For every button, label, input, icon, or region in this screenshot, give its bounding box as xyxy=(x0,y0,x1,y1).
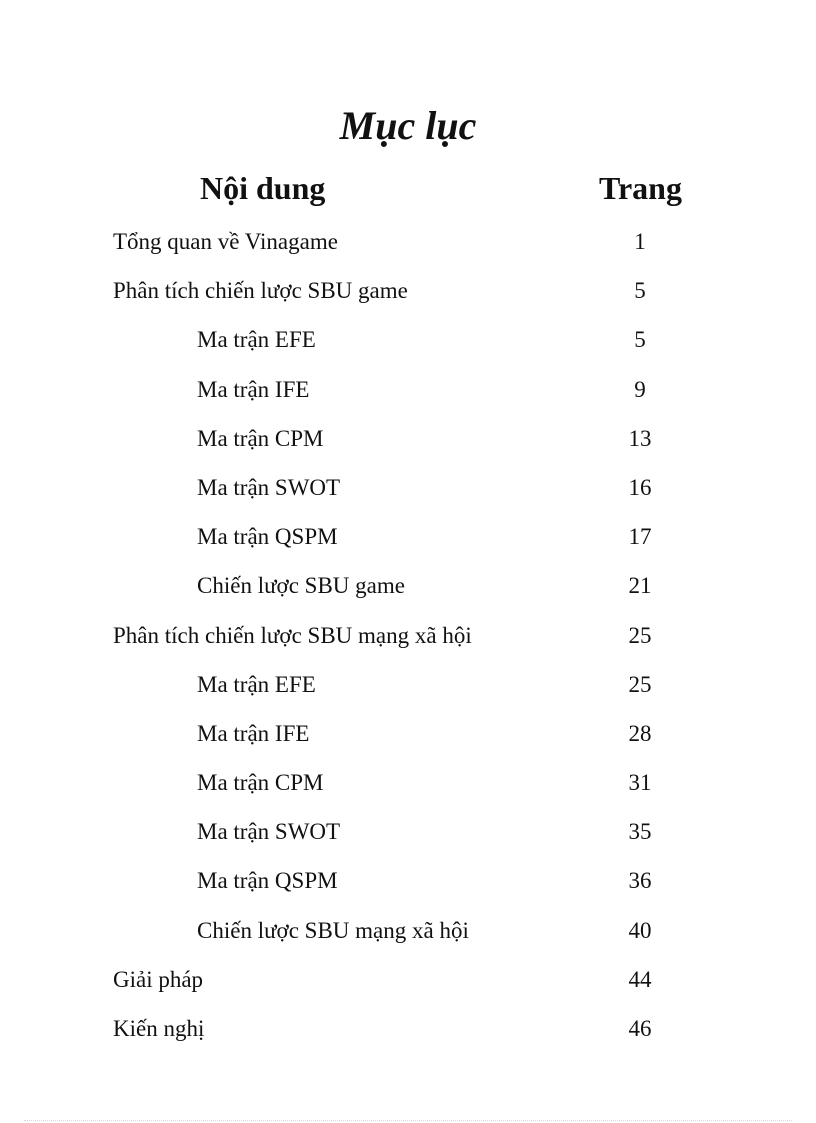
toc-entry-page-number: 35 xyxy=(628,819,652,845)
toc-entry xyxy=(0,856,816,905)
toc-entry-label: Phân tích chiến lược SBU game xyxy=(113,278,408,304)
toc-entry-label: Tổng quan về Vinagame xyxy=(113,229,338,254)
toc-entry xyxy=(0,709,816,758)
toc-entry-label: Ma trận CPM xyxy=(197,425,324,451)
page-title: Mục lục xyxy=(339,103,477,148)
toc-entry xyxy=(0,463,816,512)
toc-entry xyxy=(0,1004,816,1053)
toc-entry xyxy=(0,217,816,266)
toc-list xyxy=(0,217,816,1053)
toc-entry-page-number: 31 xyxy=(628,770,652,796)
toc-entry-page-number: 1 xyxy=(634,229,646,254)
toc-entry-page-number: 9 xyxy=(634,376,646,402)
toc-entry xyxy=(0,561,816,610)
toc-entry-page-number: 25 xyxy=(628,622,652,648)
toc-entry-label: Phân tích chiến lược SBU mạng xã hội xyxy=(113,622,472,648)
toc-entry-label: Ma trận QSPM xyxy=(197,524,338,550)
toc-entry-page-number: 16 xyxy=(628,474,652,500)
toc-entry-page-number: 46 xyxy=(628,1016,652,1041)
toc-entry-page-number: 25 xyxy=(628,671,652,697)
toc-entry-page-number: 17 xyxy=(628,524,652,550)
toc-entry-label: Ma trận QSPM xyxy=(197,868,338,894)
toc-entry xyxy=(0,512,816,561)
content-column-header: Nội dung xyxy=(200,170,326,206)
toc-entry-page-number: 44 xyxy=(628,966,652,992)
toc-entry-label: Chiến lược SBU game xyxy=(197,573,405,599)
toc-entry-label: Giải pháp xyxy=(113,966,204,992)
toc-entry xyxy=(0,955,816,1004)
toc-entry-page-number: 5 xyxy=(634,327,646,353)
toc-entry-label: Ma trận SWOT xyxy=(197,819,341,845)
toc-entry-page-number: 40 xyxy=(628,917,652,943)
toc-entry-label: Ma trận CPM xyxy=(197,770,324,796)
toc-entry xyxy=(0,414,816,463)
toc-entry-page-number: 36 xyxy=(628,868,652,894)
toc-entry xyxy=(0,758,816,807)
toc-entry xyxy=(0,365,816,414)
toc-entry xyxy=(0,660,816,709)
toc-header xyxy=(0,166,816,210)
toc-entry xyxy=(0,611,816,660)
toc-entry xyxy=(0,266,816,315)
toc-entry-page-number: 5 xyxy=(634,278,646,304)
page-column-header: Trang xyxy=(599,170,682,206)
toc-entry-label: Ma trận IFE xyxy=(197,720,310,746)
toc-entry-page-number: 21 xyxy=(628,573,652,599)
toc-entry-label: Ma trận IFE xyxy=(197,376,310,402)
toc-entry-label: Ma trận EFE xyxy=(197,327,316,353)
toc-entry-label: Ma trận EFE xyxy=(197,671,316,697)
page-footer-rule xyxy=(24,1120,792,1121)
toc-entry-page-number: 28 xyxy=(628,720,652,746)
toc-entry xyxy=(0,807,816,856)
toc-entry-page-number: 13 xyxy=(628,425,652,451)
toc-entry xyxy=(0,315,816,364)
toc-entry-label: Kiến nghị xyxy=(113,1016,205,1041)
toc-entry xyxy=(0,906,816,955)
toc-entry-label: Ma trận SWOT xyxy=(197,474,341,500)
toc-entry-label: Chiến lược SBU mạng xã hội xyxy=(197,917,469,943)
